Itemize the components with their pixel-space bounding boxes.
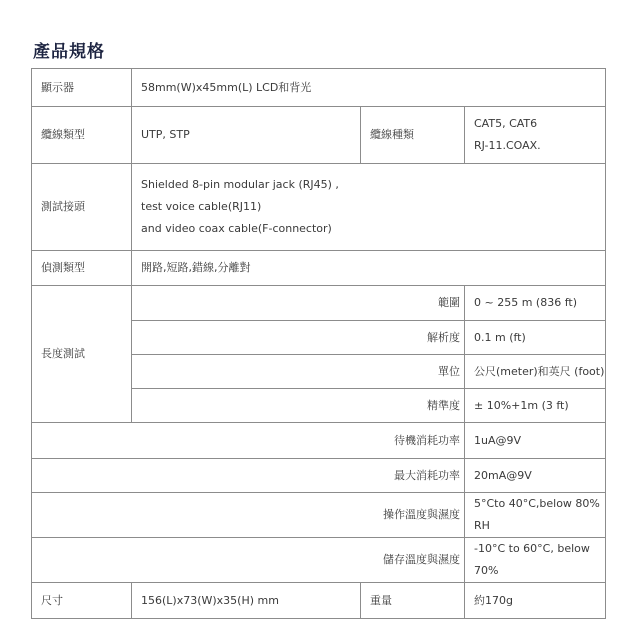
table-row (32, 164, 606, 251)
table-row (32, 583, 606, 619)
length-accuracy-label: 精準度 (132, 389, 465, 423)
table-row (32, 107, 606, 164)
storage-env-value: -10°C to 60°C, below 70% (465, 538, 606, 583)
table-row (32, 459, 606, 493)
row-label-test-connector: 測試接頭 (32, 164, 132, 251)
cable-category-line: CAT5, CAT6 (474, 117, 538, 130)
spec-table (31, 68, 606, 619)
row-label-detection: 偵測類型 (32, 251, 132, 286)
length-unit-label: 單位 (132, 355, 465, 389)
length-range-value: 0 ~ 255 m (836 ft) (465, 286, 606, 321)
storage-env-label: 儲存溫度與濕度 (32, 538, 465, 583)
row-label-cable-category: 纜線種類 (361, 107, 465, 164)
row-label-dimensions: 尺寸 (32, 583, 132, 619)
max-power-label: 最大消耗功率 (32, 459, 465, 493)
test-connector-value (132, 164, 606, 251)
connector-line: Shielded 8-pin modular jack (RJ45) , (141, 178, 339, 191)
standby-power-label: 待機消耗功率 (32, 423, 465, 459)
standby-power-value: 1uA@9V (465, 423, 606, 459)
connector-line: test voice cable(RJ11) (141, 200, 262, 213)
row-label-display: 顯示器 (32, 69, 132, 107)
row-label-weight: 重量 (361, 583, 465, 619)
detection-value: 開路,短路,錯線,分離對 (132, 251, 606, 286)
length-unit-value: 公尺(meter)和英尺 (foot) (465, 355, 606, 389)
operating-env-label: 操作溫度與濕度 (32, 493, 465, 538)
row-label-cable-type: 纜線類型 (32, 107, 132, 164)
weight-value: 約170g (465, 583, 606, 619)
length-resolution-value: 0.1 m (ft) (465, 321, 606, 355)
length-range-label: 範圍 (132, 286, 465, 321)
max-power-value: 20mA@9V (465, 459, 606, 493)
dimensions-value: 156(L)x73(W)x35(H) mm (132, 583, 361, 619)
row-label-length-test: 長度測試 (32, 286, 132, 423)
table-row (32, 286, 606, 321)
operating-env-value: 5°Cto 40°C,below 80% RH (465, 493, 606, 538)
table-row (32, 423, 606, 459)
cable-category-line: RJ-11.COAX. (474, 139, 541, 152)
table-row (32, 69, 606, 107)
connector-line: and video coax cable(F-connector) (141, 222, 332, 235)
table-row (32, 493, 606, 538)
page-title: 產品規格 (33, 42, 105, 62)
cable-type-value: UTP, STP (132, 107, 361, 164)
length-accuracy-value: ± 10%+1m (3 ft) (465, 389, 606, 423)
length-resolution-label: 解析度 (132, 321, 465, 355)
table-row (32, 538, 606, 583)
table-row (32, 251, 606, 286)
display-value: 58mm(W)x45mm(L) LCD和背光 (132, 69, 606, 107)
cable-category-value (465, 107, 606, 164)
